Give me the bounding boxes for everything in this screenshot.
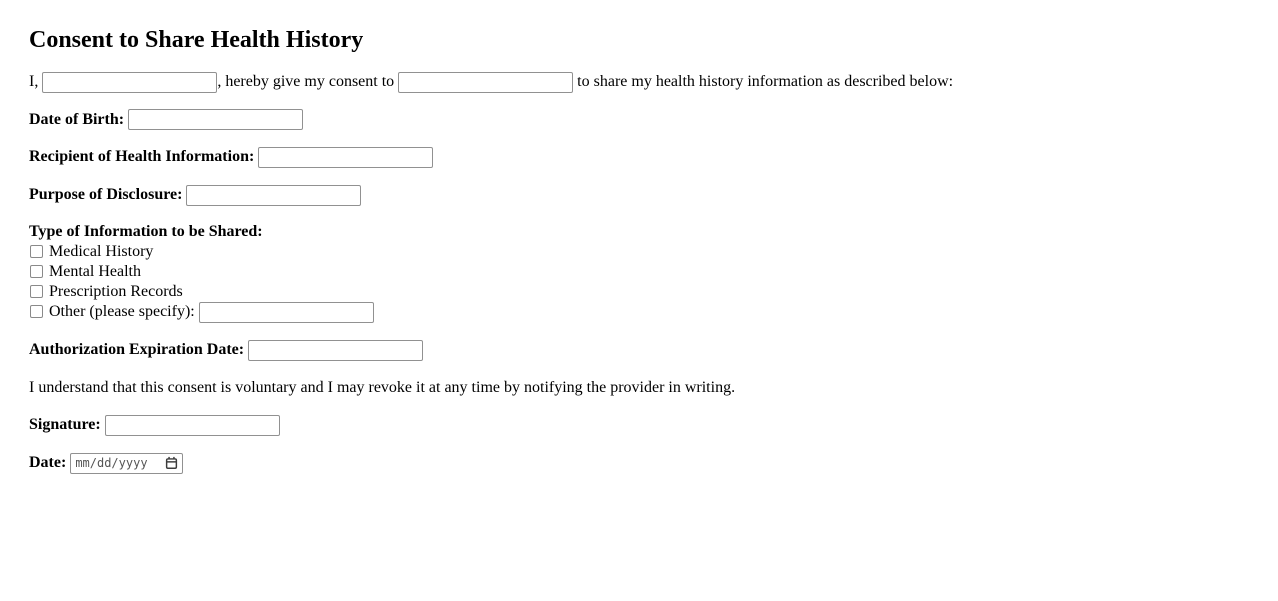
prescription-records-checkbox[interactable] <box>30 285 43 298</box>
calendar-icon[interactable] <box>165 456 178 470</box>
recipient-input[interactable] <box>258 147 433 168</box>
mental-health-label: Mental Health <box>49 263 141 281</box>
prescription-records-label: Prescription Records <box>49 283 183 301</box>
signature-input[interactable] <box>105 415 280 436</box>
date-input[interactable] <box>70 453 183 474</box>
page-title: Consent to Share Health History <box>29 27 364 53</box>
date-of-birth-row <box>29 109 1258 131</box>
share-types-header: Type of Information to be Shared: <box>29 223 263 241</box>
purpose-row <box>29 184 1258 206</box>
purpose-input[interactable] <box>186 185 361 206</box>
provider-name-input[interactable] <box>398 72 573 93</box>
intro-suffix: to share my health history information as described below: <box>577 72 954 90</box>
recipient-row <box>29 146 1258 168</box>
intro-sentence <box>29 71 1258 93</box>
consenter-name-input[interactable] <box>42 72 217 93</box>
signature-label: Signature: <box>29 415 101 433</box>
date-placeholder: mm/dd/yyyy <box>75 455 148 470</box>
date-label: Date: <box>29 453 67 471</box>
signature-row <box>29 414 1258 436</box>
share-type-option-mental-health <box>29 262 1258 282</box>
other-label: Other (please specify): <box>49 303 195 321</box>
authorization-expiration-label: Authorization Expiration Date: <box>29 341 245 359</box>
mental-health-checkbox[interactable] <box>30 265 43 278</box>
medical-history-checkbox[interactable] <box>30 245 43 258</box>
share-types-section <box>29 222 1258 323</box>
share-type-option-other <box>29 302 1258 323</box>
other-checkbox[interactable] <box>30 305 43 318</box>
authorization-expiration-row <box>29 339 1258 361</box>
purpose-label: Purpose of Disclosure: <box>29 186 183 204</box>
date-row <box>29 452 1258 474</box>
date-of-birth-input[interactable] <box>128 109 303 130</box>
other-specify-input[interactable] <box>199 302 374 323</box>
share-type-option-prescription-records <box>29 282 1258 302</box>
share-type-option-medical-history <box>29 242 1258 262</box>
medical-history-label: Medical History <box>49 243 154 261</box>
intro-middle: , hereby give my consent to <box>217 72 395 90</box>
recipient-label: Recipient of Health Information: <box>29 148 255 166</box>
intro-prefix: I, <box>29 72 39 90</box>
date-of-birth-label: Date of Birth: <box>29 110 125 128</box>
authorization-expiration-input[interactable] <box>248 340 423 361</box>
acknowledgement-text: I understand that this consent is voluntary and I may revoke it at any time by notifying the provider in writing. <box>29 378 736 396</box>
